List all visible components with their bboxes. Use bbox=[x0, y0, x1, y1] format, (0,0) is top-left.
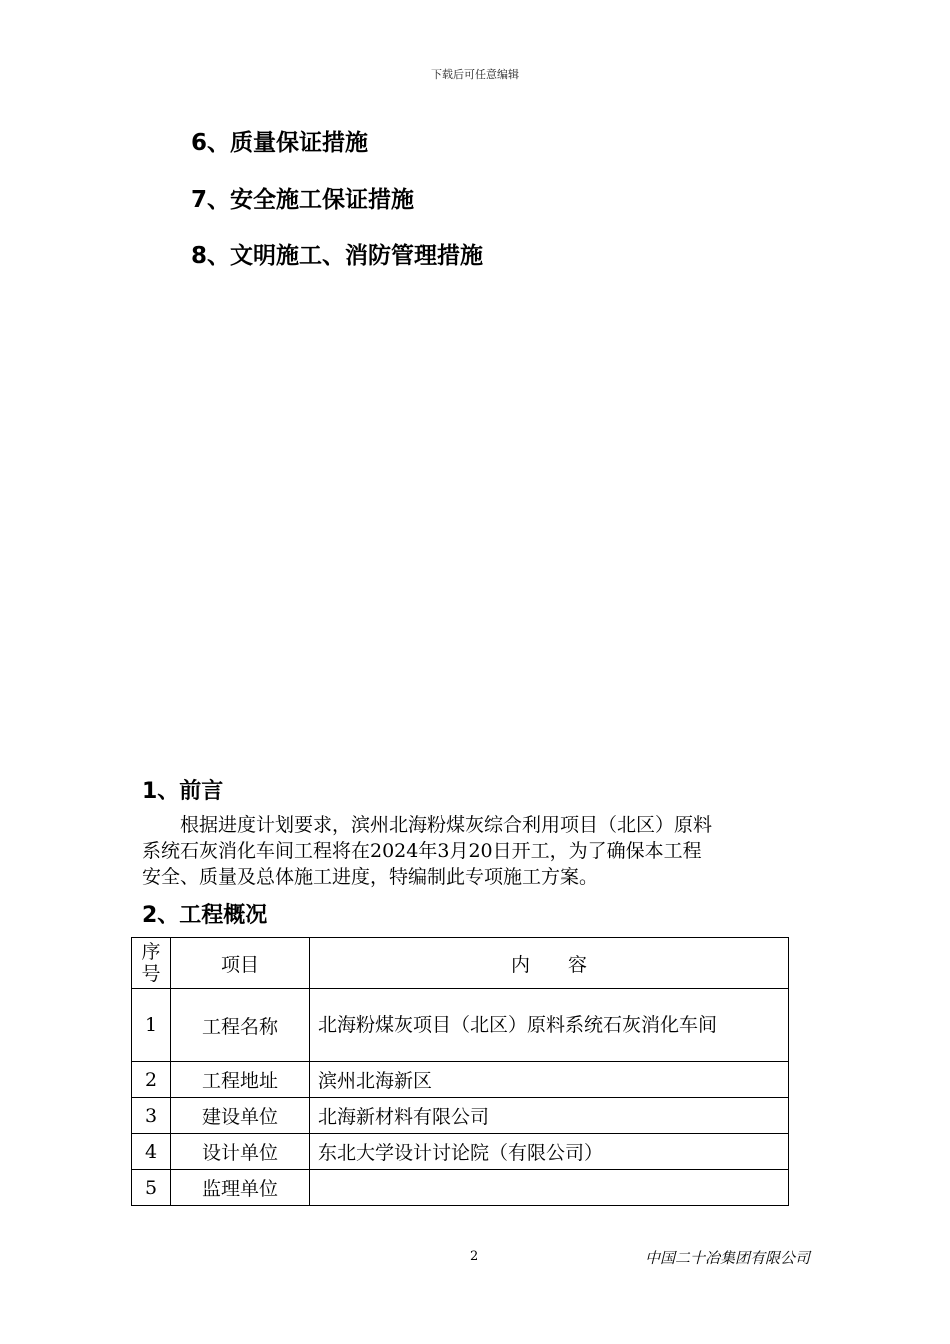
cell-content: 北海新材料有限公司 bbox=[310, 1098, 789, 1134]
cell-serial: 2 bbox=[132, 1062, 171, 1098]
section-title-overview: 2、工程概况 bbox=[142, 903, 268, 928]
cell-serial: 3 bbox=[132, 1098, 171, 1134]
header-serial-label: 序号 bbox=[141, 941, 161, 985]
cell-serial: 4 bbox=[132, 1134, 171, 1170]
cell-content bbox=[310, 1170, 789, 1206]
toc-item-quality: 6、质量保证措施 bbox=[191, 130, 369, 156]
table-row bbox=[132, 1134, 789, 1170]
cell-serial: 5 bbox=[132, 1170, 171, 1206]
project-overview-table bbox=[131, 937, 789, 1206]
table-row bbox=[132, 989, 789, 1062]
header-cell-content: 内 容 bbox=[310, 938, 789, 989]
cell-item: 工程名称 bbox=[171, 989, 310, 1062]
paragraph-line: 系统石灰消化车间工程将在2024年3月20日开工，为了确保本工程 bbox=[142, 840, 702, 862]
cell-content: 东北大学设计讨论院（有限公司） bbox=[310, 1134, 789, 1170]
table-header-row bbox=[132, 938, 789, 989]
table-row bbox=[132, 1170, 789, 1206]
cell-item: 建设单位 bbox=[171, 1098, 310, 1134]
section-title-preface: 1、前言 bbox=[142, 779, 224, 804]
cell-content: 北海粉煤灰项目（北区）原料系统石灰消化车间 bbox=[310, 989, 789, 1062]
table-row bbox=[132, 1098, 789, 1134]
toc-item-safety: 7、安全施工保证措施 bbox=[191, 187, 415, 213]
paragraph-line: 安全、质量及总体施工进度，特编制此专项施工方案。 bbox=[142, 866, 599, 888]
cell-item: 工程地址 bbox=[171, 1062, 310, 1098]
header-cell-serial bbox=[132, 938, 171, 989]
toc-item-civilized-construction: 8、文明施工、消防管理措施 bbox=[191, 243, 484, 269]
cell-serial: 1 bbox=[132, 989, 171, 1062]
cell-item: 设计单位 bbox=[171, 1134, 310, 1170]
preface-paragraph bbox=[142, 812, 812, 890]
cell-item: 监理单位 bbox=[171, 1170, 310, 1206]
footer-company: 中国二十冶集团有限公司 bbox=[644, 1249, 810, 1267]
table-row bbox=[132, 1062, 789, 1098]
header-cell-item: 项目 bbox=[171, 938, 310, 989]
header-note: 下载后可任意编辑 bbox=[431, 68, 519, 81]
cell-content: 滨州北海新区 bbox=[310, 1062, 789, 1098]
paragraph-line: 根据进度计划要求，滨州北海粉煤灰综合利用项目（北区）原料 bbox=[142, 814, 713, 836]
page-number: 2 bbox=[470, 1249, 479, 1264]
